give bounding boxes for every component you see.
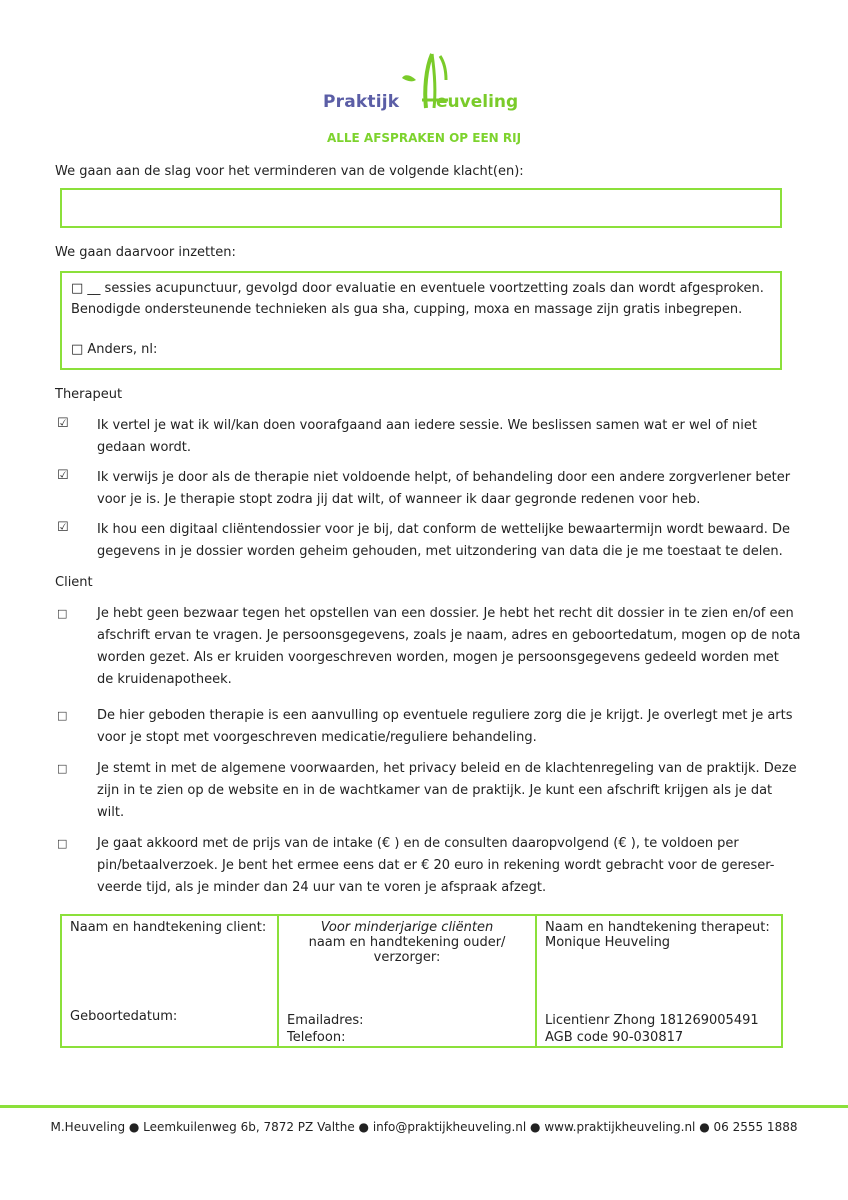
complaints-label: We gaan aan de slag voor het verminderen van de volgende klacht(en): bbox=[55, 164, 524, 179]
logo-text-praktijk: Praktijk bbox=[323, 92, 400, 112]
footer-contact: M.Heuveling ● Leemkuilenweg 6b, 7872 PZ Valthe ● info@praktijkheuveling.nl ● www.praktijkheuveling.nl ● 06 2555 1888 bbox=[50, 1120, 798, 1134]
complaints-field[interactable] bbox=[60, 188, 782, 228]
commitment-label: We gaan daarvoor inzetten: bbox=[55, 245, 236, 260]
logo bbox=[318, 50, 538, 125]
logo-text-heuveling: euveling bbox=[436, 92, 519, 112]
client-item: De hier geboden therapie is een aanvulling op eventuele reguliere zorg die je krijgt. Je overlegt met je arts voor je stopt met voorgeschreven medicatie/reguliere behandeling. bbox=[97, 708, 793, 745]
commitment-line-techniques: Benodigde ondersteunende technieken als gua sha, cupping, moxa en massage zijn gratis inbegrepen. bbox=[71, 302, 743, 317]
checked-box-icon[interactable]: ☑ bbox=[57, 416, 69, 431]
therapist-signature-cell[interactable] bbox=[536, 915, 782, 1047]
commitment-box bbox=[60, 271, 782, 370]
license-number: Licentienr Zhong 181269005491 bbox=[545, 1013, 759, 1028]
therapist-item: Ik hou een digitaal cliëntendossier voor je bij, dat conform de wettelijke bewaartermijn wordt bewaard. De gegevens in je dossier worden geheim gehouden, met uitzondering van data die je me toestaat te delen. bbox=[97, 522, 791, 559]
phone-label: Telefoon: bbox=[287, 1030, 346, 1045]
guardian-signature-cell[interactable] bbox=[278, 915, 536, 1047]
email-label: Emailadres: bbox=[287, 1013, 364, 1028]
client-signature-cell[interactable] bbox=[61, 915, 278, 1047]
client-item: Je stemt in met de algemene voorwaarden, het privacy beleid en de klachtenregeling van de praktijk. Deze zijn in te zien op de website en in de wachtkamer van de praktijk. Je kunt een afschrift krijgen als je dat wilt. bbox=[97, 761, 797, 820]
checked-box-icon[interactable]: ☑ bbox=[57, 520, 69, 535]
client-item: Je gaat akkoord met de prijs van de intake (€ ) en de consulten daaropvolgend (€ ), te voldoen per pin/betaalverzoek. Je bent het ermee eens dat er € 20 euro in rekening wordt gebracht voor de gereser- veerde tijd, als je minder dan 24 uur van te voren je afspraak afzegt. bbox=[97, 836, 775, 895]
therapist-name: Monique Heuveling bbox=[545, 935, 671, 950]
therapist-heading: Therapeut bbox=[55, 387, 123, 402]
checkbox-icon[interactable]: □ bbox=[57, 762, 68, 775]
logo-leaf-graphic bbox=[318, 50, 538, 125]
client-item: Je hebt geen bezwaar tegen het opstellen van een dossier. Je hebt het recht dit dossier in te zien en/of een afschrift ervan te vragen. Je persoonsgegevens, zoals je naam, adres en geboortedatum, mogen op de nota worden gezet. Als er kruiden voorgeschreven worden, mogen je persoonsgegevens gedeeld worden met de kruidenapotheek. bbox=[97, 606, 801, 687]
page-subtitle: ALLE AFSPRAKEN OP EEN RIJ bbox=[326, 131, 522, 145]
agb-code: AGB code 90-030817 bbox=[545, 1030, 684, 1045]
checkbox-icon[interactable]: □ bbox=[57, 607, 68, 620]
guardian-label-line1: naam en handtekening ouder/ bbox=[308, 935, 506, 950]
checkbox-icon[interactable]: □ bbox=[57, 709, 68, 722]
therapist-item: Ik vertel je wat ik wil/kan doen voorafgaand aan iedere sessie. We beslissen samen wat er wel of niet gedaan wordt. bbox=[97, 418, 757, 455]
client-heading: Client bbox=[55, 575, 93, 590]
therapist-item: Ik verwijs je door als de therapie niet voldoende helpt, of behandeling door een andere zorgverlener beter voor je is. Je therapie stopt zodra jij dat wilt, of wanneer ik daar gegronde redenen voor heb. bbox=[97, 470, 791, 507]
therapist-signature-label: Naam en handtekening therapeut: bbox=[545, 920, 770, 935]
client-signature-label: Naam en handtekening client: bbox=[70, 920, 267, 935]
checkbox-icon[interactable]: □ bbox=[57, 837, 68, 850]
checked-box-icon[interactable]: ☑ bbox=[57, 468, 69, 483]
birthdate-label: Geboortedatum: bbox=[70, 1009, 178, 1024]
minor-clients-label: Voor minderjarige cliënten bbox=[320, 920, 494, 935]
footer-divider bbox=[0, 1105, 848, 1108]
guardian-label-line2: verzorger: bbox=[373, 950, 441, 965]
commitment-line-other[interactable]: □ Anders, nl: bbox=[71, 342, 158, 357]
commitment-line-acupuncture[interactable]: □ __ sessies acupunctuur, gevolgd door evaluatie en eventuele voortzetting zoals dan wordt afgesproken. bbox=[71, 281, 764, 296]
signature-table bbox=[60, 914, 783, 1048]
